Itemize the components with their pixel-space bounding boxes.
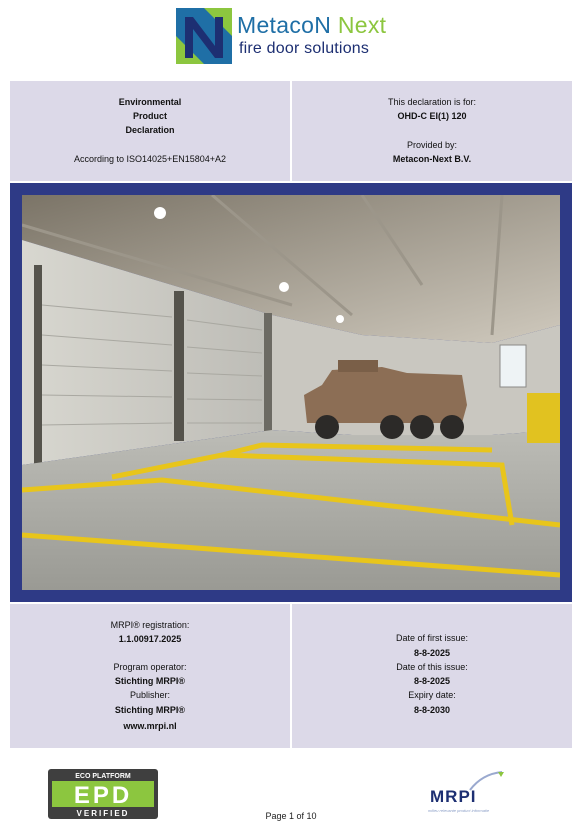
provider-name: Metacon-Next B.V. [392,154,472,164]
declaration-info-panel [292,81,572,181]
svg-text:VERIFIED: VERIFIED [76,809,130,818]
mrpi-logo [428,770,538,820]
standard-text: According to ISO14025+EN15804+A2 [73,154,227,164]
program-operator: Stichting MRPI® [114,676,186,686]
first-issue-date: 8-8-2025 [413,648,451,658]
declaration-for-label: This declaration is for: [387,97,477,107]
garage-hall-photo [22,195,560,590]
publisher: Stichting MRPI® [114,705,186,715]
publisher-label: Publisher: [129,690,171,700]
dates-panel [292,604,572,748]
website-link[interactable]: www.mrpi.nl [123,721,177,731]
title-line-product: Product [132,111,167,121]
title-line-environmental: Environmental [118,97,182,107]
registration-label: MRPI® registration: [110,620,190,630]
title-line-declaration: Declaration [125,125,175,135]
this-issue-date: 8-8-2025 [413,676,451,686]
mrpi-logo-text: MRPI [430,787,477,806]
product-photo-frame [10,183,572,602]
first-issue-label: Date of first issue: [395,633,469,643]
registration-number: 1.1.00917.2025 [118,634,182,644]
metacon-logo-mark-icon [176,8,232,64]
page-number: Page 1 of 10 [265,811,317,821]
epd-title-panel [10,81,290,181]
logo-tagline: fire door solutions [239,40,370,57]
expiry-date: 8-8-2030 [413,705,451,715]
svg-text:EPD: EPD [73,782,133,809]
expiry-label: Expiry date: [408,690,456,700]
metacon-next-logo [176,8,416,66]
program-operator-label: Program operator: [113,662,187,672]
mrpi-tagline: milieu relevante product informatie [428,808,490,813]
product-name: OHD-C EI(1) 120 [397,111,467,121]
svg-text:ECO PLATFORM: ECO PLATFORM [75,773,131,780]
registration-panel [10,604,290,748]
logo-name: MetacoN Next [237,12,387,38]
this-issue-label: Date of this issue: [396,662,468,672]
provided-by-label: Provided by: [406,140,458,150]
